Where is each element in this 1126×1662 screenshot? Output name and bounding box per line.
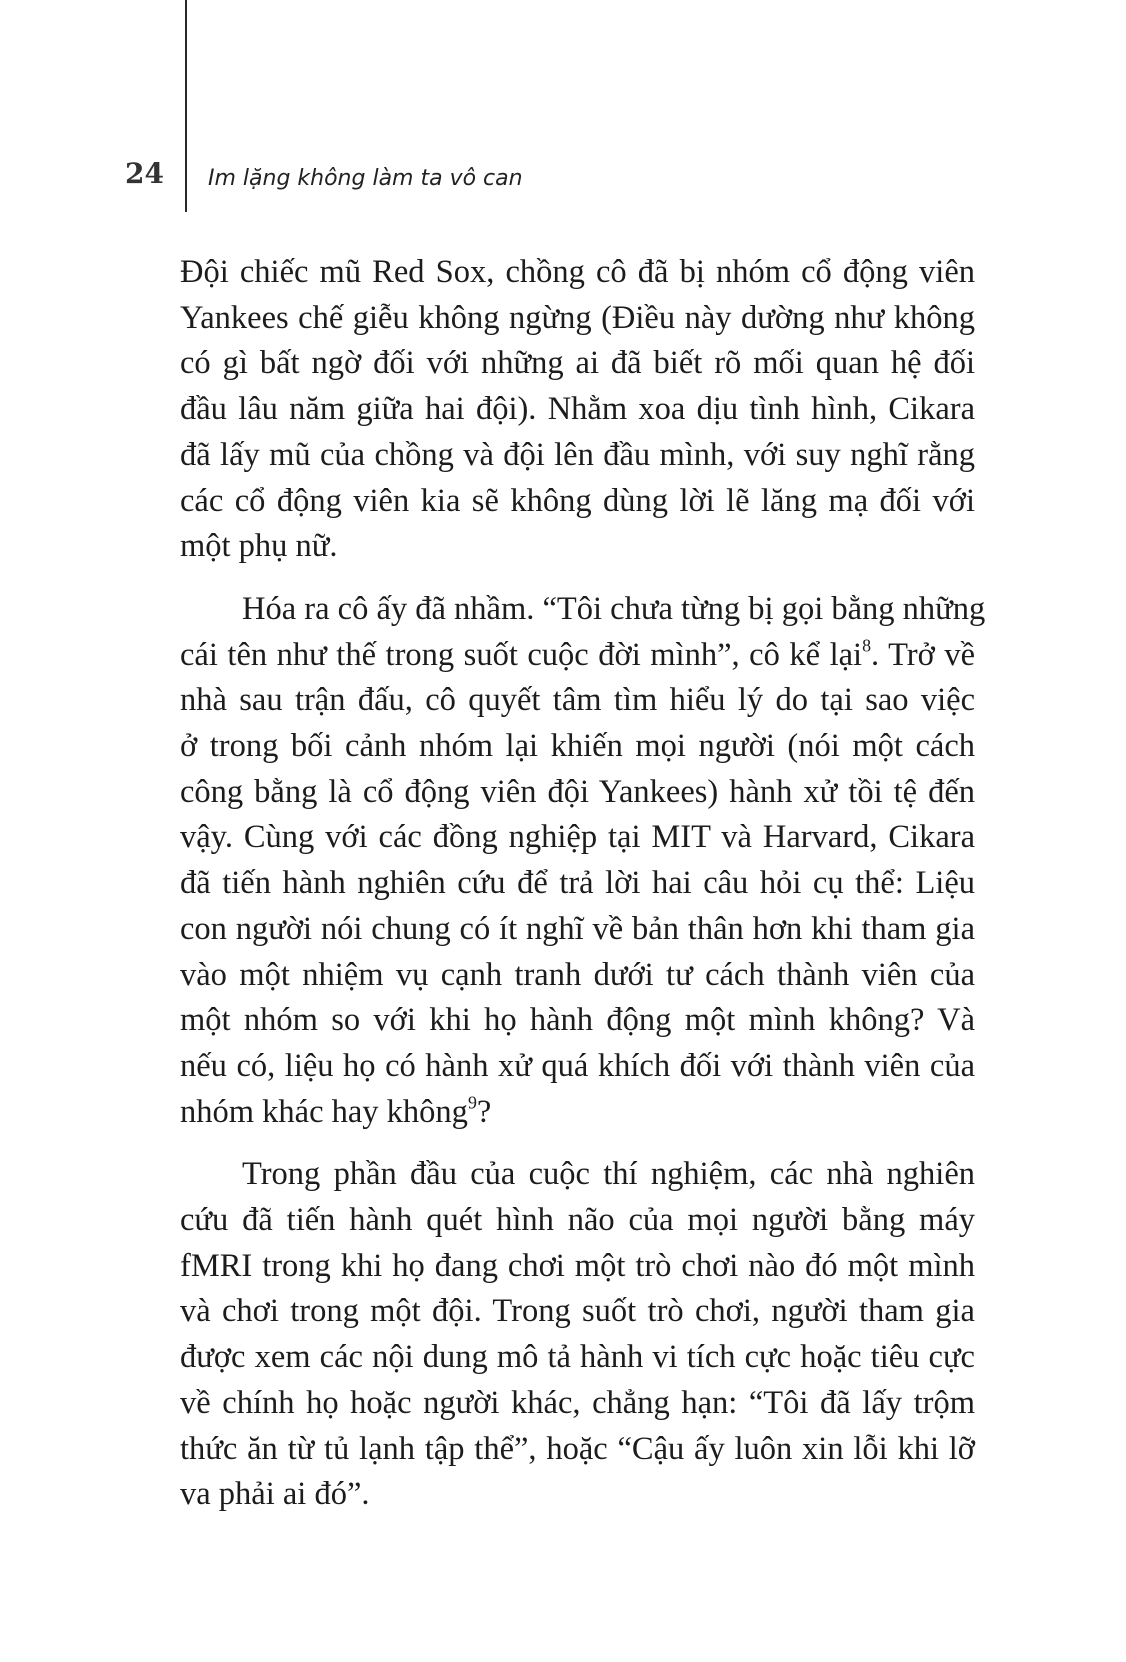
text-line: một phụ nữ. [180,528,338,565]
text-line: được xem các nội dung mô tả hành vi tích cực hoặc tiêu cực [180,1339,975,1376]
body-text [180,250,986,1518]
text-run: cái tên như thế trong suốt cuộc đời mình”, cô kể lại [180,636,863,673]
text-line: Yankees chế giễu không ngừng (Điều này dường như không [180,299,975,336]
text-run: nhóm khác hay không [180,1093,468,1130]
text-line: Trong phần đầu của cuộc thí nghiệm, các nhà nghiên [242,1156,975,1193]
text-line: đầu lâu năm giữa hai đội). Nhằm xoa dịu tình hình, Cikara [180,391,975,428]
text-line: fMRI trong khi họ đang chơi một trò chơi nào đó một mình [180,1247,975,1284]
text-line [180,633,975,679]
paragraph-1 [180,250,975,570]
text-line: về chính họ hoặc người khác, chẳng hạn: “Tôi đã lấy trộm [180,1384,975,1421]
text-line: đã tiến hành nghiên cứu để trả lời hai câu hỏi cụ thể: Liệu [180,865,975,902]
text-line: công bằng là cổ động viên đội Yankees) hành xử tồi tệ đến [180,773,975,810]
footnote-marker: 9 [467,1092,477,1113]
text-line: vậy. Cùng với các đồng nghiệp tại MIT và Harvard, Cikara [180,819,975,856]
text-line: thức ăn từ tủ lạnh tập thể”, hoặc “Cậu ấy luôn xin lỗi khi lỡ [180,1430,975,1467]
text-line: có gì bất ngờ đối với những ai đã biết rõ mối quan hệ đối [180,345,975,382]
text-line: ở trong bối cảnh nhóm lại khiến mọi người (nói một cách [180,728,975,765]
text-line: Đội chiếc mũ Red Sox, chồng cô đã bị nhóm cổ động viên [180,254,975,290]
text-line: các cổ động viên kia sẽ không dùng lời lẽ lăng mạ đối với [180,482,975,519]
text-line: và chơi trong một đội. Trong suốt trò chơi, người tham gia [180,1293,975,1330]
running-head-title: Im lặng không làm ta vô can [208,166,523,191]
text-run: ? [476,1093,492,1130]
paragraph-3 [180,1152,975,1518]
text-run: . Trở về [871,636,975,673]
text-line: nhà sau trận đấu, cô quyết tâm tìm hiểu lý do tại sao việc [180,682,975,719]
text-line: một nhóm so với khi họ hành động một mình không? Và [180,1002,975,1039]
paragraph-2 [180,587,986,1135]
text-line: nếu có, liệu họ có hành xử quá khích đối với thành viên của [180,1047,975,1084]
text-line: cứu đã tiến hành quét hình não của mọi người bằng máy [180,1202,975,1239]
header-vertical-rule [185,0,187,212]
page-number: 24 [125,157,164,190]
text-line [180,1090,975,1136]
text-line: va phải ai đó”. [180,1476,370,1513]
footnote-marker: 8 [862,635,871,656]
text-line: con người nói chung có ít nghĩ về bản thân hơn khi tham gia [180,910,975,947]
text-line: vào một nhiệm vụ cạnh tranh dưới tư cách thành viên của [180,956,975,993]
text-line: Hóa ra cô ấy đã nhầm. “Tôi chưa từng bị gọi bằng những [242,590,986,627]
text-line: đã lấy mũ của chồng và đội lên đầu mình, với suy nghĩ rằng [180,436,975,473]
